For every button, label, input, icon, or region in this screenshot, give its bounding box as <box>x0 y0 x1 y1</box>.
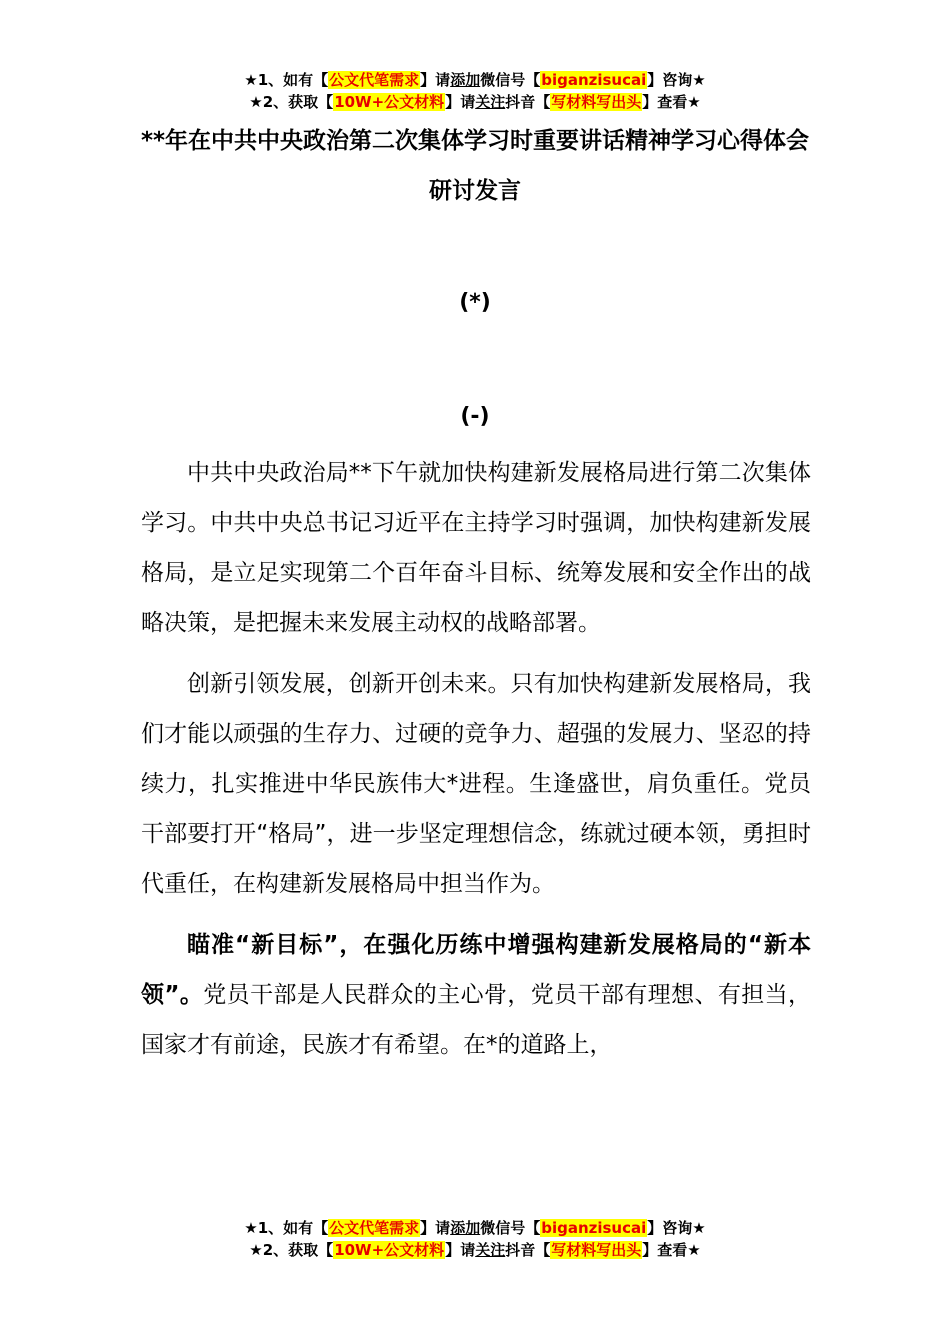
promo-text: 抖音【 <box>505 93 551 111</box>
promo-text: ★1、如有【 <box>244 71 329 89</box>
promo-text: ★2、获取【 <box>249 1241 334 1259</box>
promo-text: 抖音【 <box>505 1241 551 1259</box>
douyin-highlight: 写材料写出头 <box>551 1241 642 1259</box>
section-marker: (-) <box>460 404 490 429</box>
promo-text: 】查看★ <box>642 1241 701 1259</box>
paragraph-3-heading: 瞄准“新目标”，在强化历练中增强构建新发展格局的“新本领”。 <box>141 932 811 1008</box>
promo-line-1 <box>0 69 950 91</box>
paragraph-3-text: 党员干部是人民群众的主心骨，党员干部有理想、有担当，国家才有前途，民族才有希望。在*的道路上， <box>141 982 812 1058</box>
promo-text: 微信号【 <box>480 71 541 89</box>
wechat-id-highlight: biganzisucai <box>541 71 647 89</box>
paragraph-1: 中共中央政治局**下午就加快构建新发展格局进行第二次集体学习。中共中央总书记习近平在主持学习时强调，加快构建新发展格局，是立足实现第二个百年奋斗目标、统筹发展和安全作出的战略决策，是把握未来发展主动权的战略部署。 <box>141 460 811 636</box>
promo-text: 】咨询★ <box>647 1219 706 1237</box>
promo-underlined: 关注 <box>475 1241 506 1259</box>
paragraph-2: 创新引领发展，创新开创未来。只有加快构建新发展格局，我们才能以顽强的生存力、过硬的竞争力、超强的发展力、坚忍的持续力，扎实推进中华民族伟大*进程。生逢盛世，肩负重任。党员干部要打开“格局”，进一步坚定理想信念，练就过硬本领，勇担时代重任，在构建新发展格局中担当作为。 <box>141 671 811 897</box>
promo-text: 】请 <box>445 1241 476 1259</box>
promo-text: 微信号【 <box>480 1219 541 1237</box>
promo-underlined: 关注 <box>475 93 506 111</box>
promo-highlight: 10W+公文材料 <box>334 93 445 111</box>
promo-highlight: 公文代笔需求 <box>329 71 420 89</box>
promo-text: ★1、如有【 <box>244 1219 329 1237</box>
wechat-id-highlight: biganzisucai <box>541 1219 647 1237</box>
top-promo-banner <box>0 69 950 113</box>
promo-text: 】查看★ <box>642 93 701 111</box>
promo-line-2 <box>0 1239 950 1261</box>
promo-text: 】请 <box>420 1219 451 1237</box>
promo-text: 】请 <box>420 71 451 89</box>
promo-line-1 <box>0 1217 950 1239</box>
promo-highlight: 10W+公文材料 <box>334 1241 445 1259</box>
promo-line-2 <box>0 91 950 113</box>
document-title: **年在中共中央政治第二次集体学习时重要讲话精神学习心得体会研讨发言 <box>140 128 810 204</box>
promo-text: 】咨询★ <box>647 71 706 89</box>
douyin-highlight: 写材料写出头 <box>551 93 642 111</box>
bottom-promo-banner <box>0 1217 950 1261</box>
promo-underlined: 添加 <box>450 71 481 89</box>
promo-highlight: 公文代笔需求 <box>329 1219 420 1237</box>
promo-text: 】请 <box>445 93 476 111</box>
author-marker: (*) <box>459 290 491 315</box>
promo-text: ★2、获取【 <box>249 93 334 111</box>
document-body <box>141 448 811 1081</box>
paragraph-3 <box>141 920 811 1070</box>
promo-underlined: 添加 <box>450 1219 481 1237</box>
